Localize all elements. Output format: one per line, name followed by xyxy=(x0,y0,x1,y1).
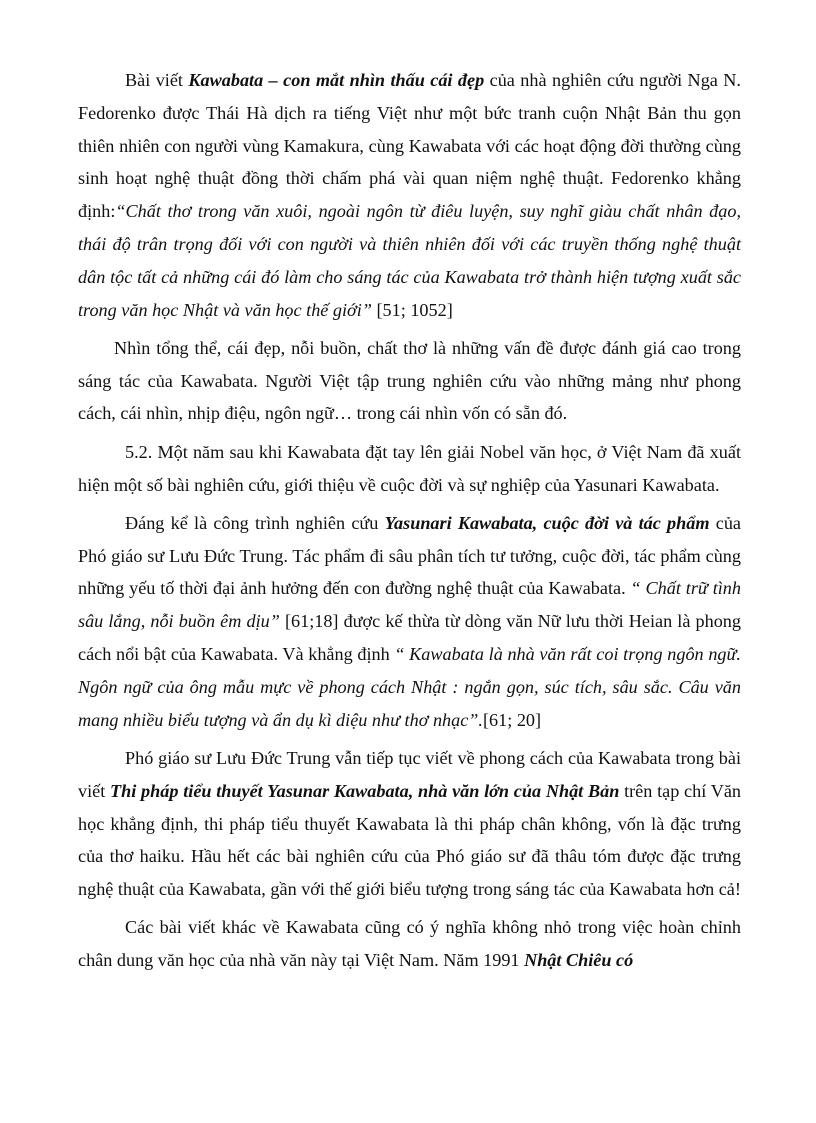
paragraph xyxy=(78,507,741,737)
text-run: của Phó giáo sư Lưu Đức Trung. Tác phẩm đi sâu phân tích tư tưởng, cuộc đời, tác phẩm cùng những yếu tố thời đại ảnh hưởng đến con đường nghệ thuật của Kawabata. xyxy=(78,512,741,599)
paragraph xyxy=(78,742,741,906)
text-run: 5.2. Một năm sau khi Kawabata đặt tay lên giải Nobel văn học, ở Việt Nam đã xuất hiện một số bài nghiên cứu, giới thiệu về cuộc đời và sự nghiệp của Yasunari Kawabata. xyxy=(78,441,741,495)
paragraph xyxy=(78,332,741,430)
document-page xyxy=(78,64,741,983)
text-run: Các bài viết khác về Kawabata cũng có ý nghĩa không nhỏ trong việc hoàn chỉnh chân dung văn học của nhà văn này tại Việt Nam. Năm 1991 xyxy=(78,917,741,971)
citation: [51; 1052] xyxy=(371,299,453,320)
paragraph xyxy=(78,436,741,502)
citation: [61; 20] xyxy=(482,709,542,730)
article-title: Kawabata – con mắt nhìn thấu cái đẹp xyxy=(188,70,485,90)
text-run: Bài viết xyxy=(125,70,189,90)
quotation: “ Chất trữ tình sâu lắng, nỗi buồn êm dịu” xyxy=(78,578,741,632)
text-run: [61;18] được kế thừa từ dòng văn Nữ lưu thời Heian là phong cách nổi bật của Kawabata. Và khẳng định xyxy=(78,611,741,665)
work-title: Yasunari Kawabata, cuộc đời và tác phẩm xyxy=(384,512,710,533)
article-title: Thi pháp tiểu thuyết Yasunar Kawabata, nhà văn lớn của Nhật Bản xyxy=(110,780,620,801)
author-name: Nhật Chiêu có xyxy=(524,950,634,971)
text-run: của nhà nghiên cứu người Nga N. Fedorenko được Thái Hà dịch ra tiếng Việt như một bức tranh cuộn Nhật Bản thu gọn thiên nhiên con người vùng Kamakura, cùng Kawabata với các hoạt động đời thường cùng sinh hoạt nghệ thuật đồng thời chấm phá vài quan niệm nghệ thuật. Fedorenko khẳng định: xyxy=(78,70,741,222)
quotation: “Chất thơ trong văn xuôi, ngoài ngôn từ điêu luyện, suy nghĩ giàu chất nhân đạo, thái độ trân trọng đối với con người và thiên nhiên đối với các truyền thống nghệ thuật dân tộc tất cả những cái đó làm cho sáng tác của Kawabata trở thành hiện tượng xuất sắc trong văn học Nhật và văn học thế giới” xyxy=(78,201,741,320)
text-run: Đáng kể là công trình nghiên cứu xyxy=(125,512,385,533)
quotation: “ Kawabata là nhà văn rất coi trọng ngôn ngữ. Ngôn ngữ của ông mẫu mực về phong cách Nhật : ngắn gọn, súc tích, sâu sắc. Câu văn mang nhiều biểu tượng và ẩn dụ kì diệu như thơ nhạc”. xyxy=(78,644,741,730)
text-run: Nhìn tổng thể, cái đẹp, nỗi buồn, chất thơ là những vấn đề được đánh giá cao trong sáng tác của Kawabata. Người Việt tập trung nghiên cứu vào những mảng như phong cách, cái nhìn, nhịp điệu, ngôn ngữ… trong cái nhìn vốn có sẵn đó. xyxy=(78,337,741,424)
text-run: Phó giáo sư Lưu Đức Trung vẫn tiếp tục viết về phong cách của Kawabata trong bài viết xyxy=(78,747,741,801)
text-run: trên tạp chí Văn học khẳng định, thi pháp tiểu thuyết Kawabata là thi pháp chân không, vốn là đặc trưng của thơ haiku. Hầu hết các bài nghiên cứu của Phó giáo sư đã thâu tóm được đặc trưng nghệ thuật của Kawabata, gần với thế giới biểu tượng trong sáng tác của Kawabata hơn cả! xyxy=(78,780,742,900)
paragraph xyxy=(78,911,741,977)
paragraph xyxy=(78,64,741,326)
